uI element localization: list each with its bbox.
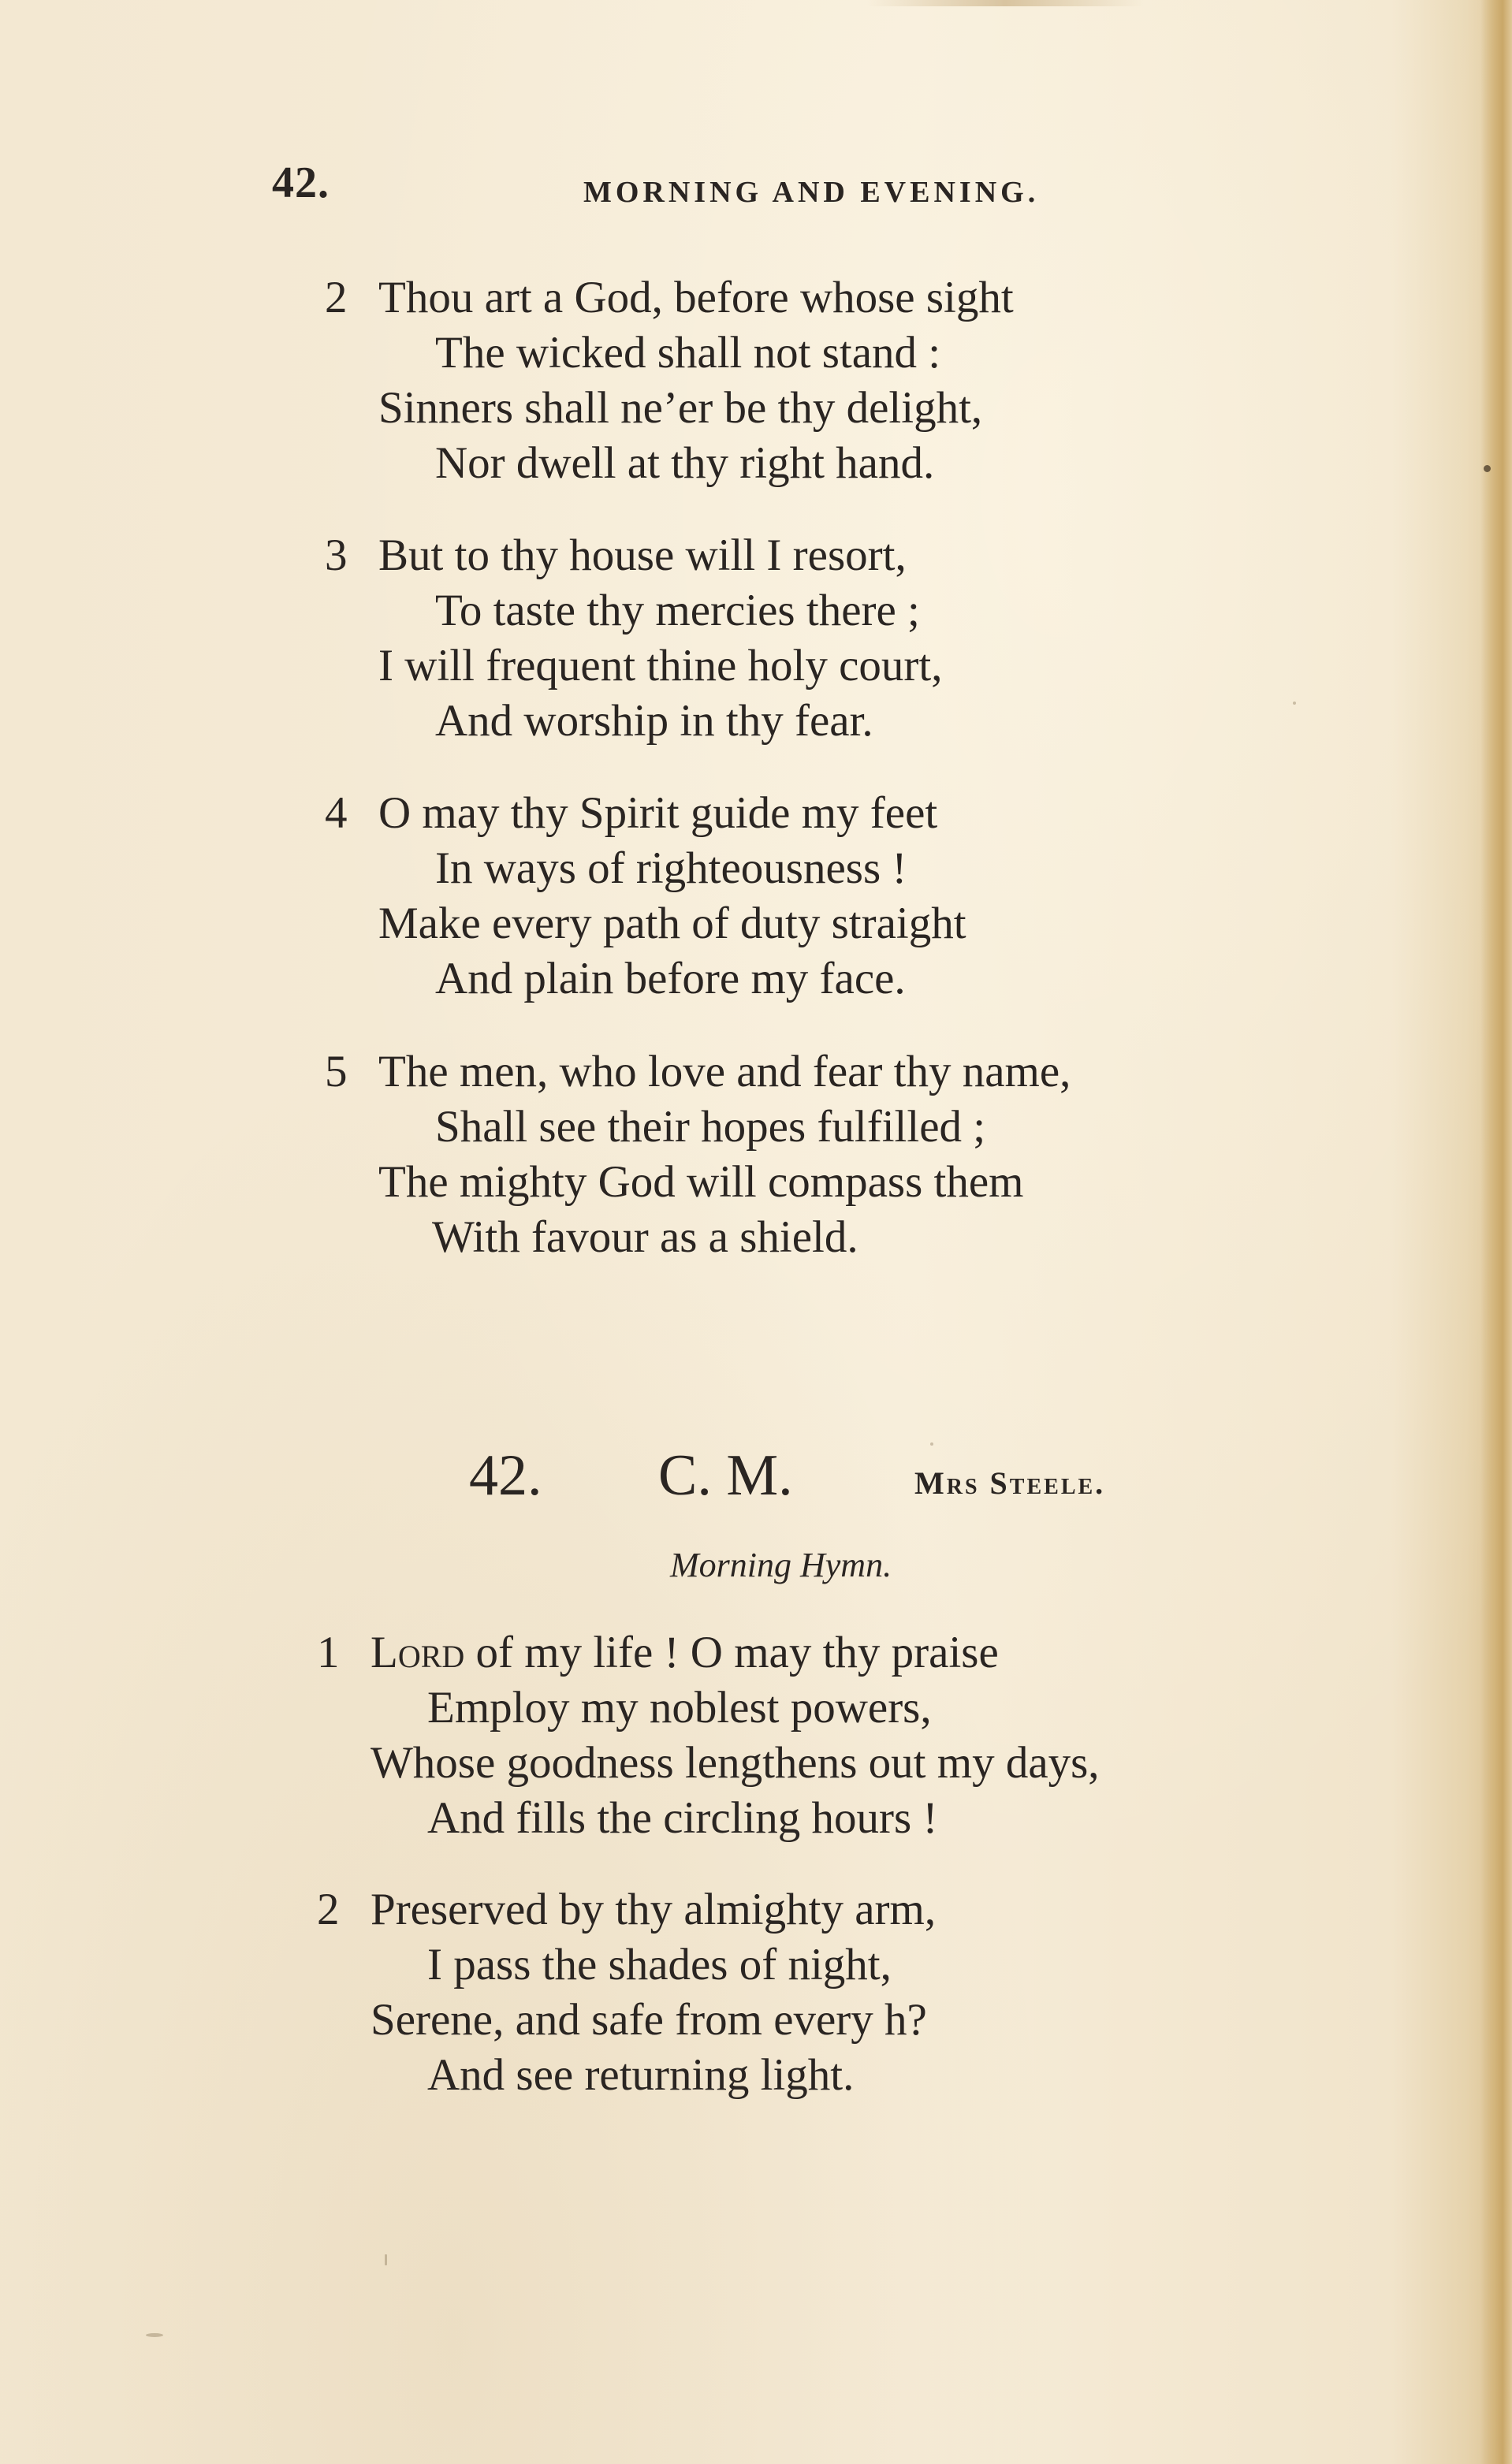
line-text: of my life ! O may thy praise: [464, 1628, 999, 1677]
line-text: I pass the shades of night,: [427, 1940, 892, 1989]
verse-line: [325, 270, 1014, 326]
verse-line: [317, 1681, 1100, 1736]
verse-line: [325, 326, 1014, 381]
paper-speck: [146, 2333, 163, 2337]
verse-line: [325, 583, 942, 638]
paper-speck: [1484, 465, 1491, 472]
verse-line: [325, 951, 966, 1007]
verse-line: [325, 694, 942, 749]
stanza-number: 5: [325, 1047, 348, 1096]
hymn-heading: [0, 1442, 1512, 1513]
verse-line: [325, 1155, 1071, 1210]
paper-speck: [930, 1442, 933, 1446]
prev-stanza-5: [325, 1044, 1071, 1265]
running-title: MORNING AND EVENING.: [583, 176, 1040, 209]
line-text: Employ my noblest powers,: [427, 1683, 932, 1733]
line-text: The men, who love and fear thy name,: [378, 1047, 1071, 1096]
hymn-number: 42.: [469, 1443, 542, 1508]
prev-stanza-3: [325, 528, 942, 749]
line-text: Whose goodness lengthens out my days,: [371, 1738, 1100, 1788]
hymn-stanza-2: [317, 1882, 936, 2103]
hymn-subtitle: Morning Hymn.: [670, 1546, 892, 1584]
line-text: Thou art a God, before whose sight: [378, 273, 1014, 322]
verse-line: [325, 528, 942, 583]
page-number: 42.: [272, 158, 330, 207]
stanza-number: 4: [325, 788, 348, 838]
line-text: And worship in thy fear.: [435, 696, 873, 746]
verse-line: [317, 2048, 936, 2103]
verse-line: [317, 1882, 936, 1937]
verse-line: [325, 1210, 1071, 1265]
top-edge-stain: [867, 0, 1143, 6]
line-text: O may thy Spirit guide my feet: [378, 788, 938, 838]
hymn-meter: C. M.: [658, 1443, 793, 1508]
line-text: Make every path of duty straight: [378, 899, 966, 948]
line-text: With favour as a shield.: [432, 1212, 858, 1262]
verse-line: [317, 1736, 1100, 1791]
line-text: I will frequent thine holy court,: [378, 641, 943, 690]
prev-stanza-2: [325, 270, 1014, 491]
line-text: But to thy house will I resort,: [378, 530, 907, 580]
line-text: Sinners shall ne’er be thy delight,: [378, 383, 983, 433]
line-text: The mighty God will compass them: [378, 1157, 1024, 1207]
line-text: And plain before my face.: [435, 954, 906, 1003]
page-edge-shadow: [1480, 0, 1512, 2464]
verse-line: [325, 638, 942, 694]
verse-line: [325, 896, 966, 951]
line-text: Preserved by thy almighty arm,: [371, 1885, 937, 1934]
line-text: Serene, and safe from every h?: [371, 1995, 927, 2045]
verse-line: [325, 841, 966, 896]
stanza-number: 2: [325, 273, 348, 322]
line-text: Nor dwell at thy right hand.: [435, 438, 935, 488]
line-text: Shall see their hopes fulfilled ;: [435, 1102, 986, 1152]
stanza-number: 1: [317, 1628, 340, 1677]
stanza-number: 2: [317, 1885, 340, 1934]
verse-line: [325, 1100, 1071, 1155]
prev-stanza-4: [325, 786, 966, 1007]
first-word: Lord: [371, 1628, 465, 1677]
line-text: In ways of righteousness !: [435, 843, 907, 893]
paper-speck: [1293, 702, 1296, 705]
line-text: And fills the circling hours !: [427, 1793, 938, 1843]
verse-line: [325, 436, 1014, 491]
paper-speck: [385, 2254, 387, 2265]
hymn-stanza-1: [317, 1625, 1100, 1846]
verse-line: [325, 1044, 1071, 1100]
verse-line: [325, 786, 966, 841]
hymn-author: Mrs Steele.: [914, 1465, 1106, 1501]
verse-line: [317, 1791, 1100, 1846]
line-text: The wicked shall not stand :: [435, 328, 941, 378]
verse-line: [317, 1937, 936, 1993]
verse-line: [317, 1993, 936, 2048]
stanza-number: 3: [325, 530, 348, 580]
verse-line: [317, 1625, 1100, 1681]
verse-line: [325, 381, 1014, 436]
line-text: And see returning light.: [427, 2050, 855, 2100]
line-text: To taste thy mercies there ;: [435, 586, 920, 635]
